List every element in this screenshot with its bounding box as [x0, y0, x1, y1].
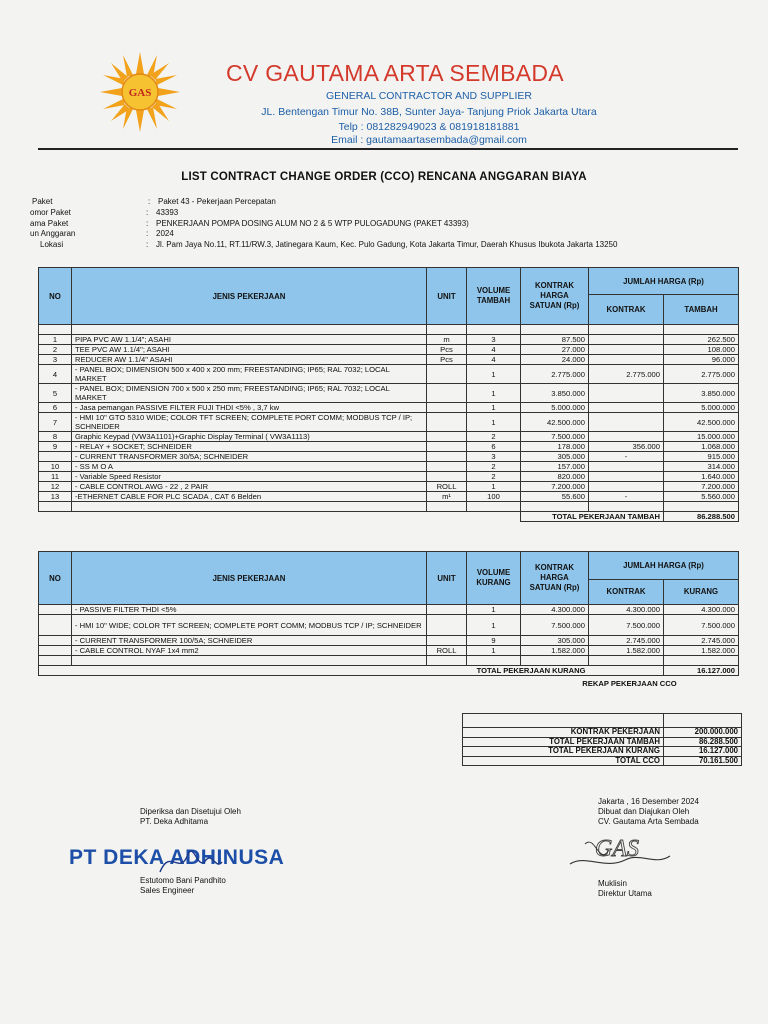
cell-harga: 305.000 — [521, 452, 589, 462]
table-row — [39, 345, 739, 355]
col-header-kontrak: KONTRAK — [589, 579, 664, 604]
table-row — [39, 413, 739, 432]
approver-title: Sales Engineer — [140, 886, 195, 895]
cell-jenis: - Variable Speed Resistor — [72, 472, 427, 482]
submitter-caption: Dibuat dan Diajukan Oleh — [598, 807, 690, 816]
info-row: Lokasi : Jl. Pam Jaya No.11, RT.11/RW.3, Jatinegara Kaum, Kec. Pulo Gadung, Kota Jakarta Timur, Daerah Khusus Ibukota Jakarta 13250 — [30, 240, 617, 251]
info-label: Paket — [32, 197, 53, 206]
cell-harga: 42.500.000 — [521, 413, 589, 432]
info-label: ama Paket — [30, 218, 69, 228]
col-header-unit: UNIT — [427, 552, 467, 605]
cell-jenis: PIPA PVC AW 1.1/4"; ASAHI — [72, 335, 427, 345]
total-row — [39, 666, 739, 676]
table-pekerjaan-tambah — [38, 267, 739, 522]
table-row — [39, 646, 739, 656]
col-header-harga: KONTRAK HARGA SATUAN (Rp) — [521, 552, 589, 605]
cell-unit — [427, 452, 467, 462]
spacer-row — [39, 502, 739, 512]
cell-jenis: - CURRENT TRANSFORMER 100/5A; SCHNEIDER — [72, 636, 427, 646]
cell-harga: 5.000.000 — [521, 403, 589, 413]
table-row — [39, 636, 739, 646]
cell-unit: m — [427, 335, 467, 345]
approver-company: PT. Deka Adhitama — [140, 817, 209, 826]
cell-tambah: 915.000 — [664, 452, 739, 462]
cell-kontrak — [589, 345, 664, 355]
cell-jenis: TEE PVC AW 1.1/4"; ASAHI — [72, 345, 427, 355]
cell-jenis: -ETHERNET CABLE FOR PLC SCADA , CAT 6 Belden — [72, 492, 427, 502]
col-header-jenis: JENIS PEKERJAAN — [72, 268, 427, 325]
rekap-title: REKAP PEKERJAAN CCO — [582, 678, 677, 688]
cell-no: 12 — [39, 482, 72, 492]
info-row: ama Paket : PENKERJAAN POMPA DOSING ALUM NO 2 & 5 WTP PULOGADUNG (PAKET 43393) — [30, 218, 469, 228]
signature-left-footer — [140, 876, 226, 896]
rekap-label: TOTAL PEKERJAAN TAMBAH — [463, 737, 664, 747]
table-rekap-cco — [462, 713, 742, 766]
svg-text:GAS: GAS — [595, 836, 639, 862]
cell-kontrak — [589, 335, 664, 345]
table-pekerjaan-kurang — [38, 551, 739, 690]
cell-harga: 157.000 — [521, 462, 589, 472]
spacer-row — [39, 325, 739, 335]
approver-caption: Diperiksa dan Disetujui Oleh — [140, 807, 241, 816]
cell-jenis: - SS M O A — [72, 462, 427, 472]
total-label: TOTAL PEKERJAAN KURANG — [39, 666, 589, 676]
table-row — [39, 384, 739, 403]
cell-kontrak: - — [589, 492, 664, 502]
cell-volume: 2 — [467, 462, 521, 472]
cell-harga: 305.000 — [521, 636, 589, 646]
company-address: JL. Bentengan Timur No. 38B, Sunter Jaya- Tanjung Priok Jakarta Utara — [261, 106, 597, 118]
submitter-title: Direktur Utama — [598, 889, 652, 898]
cell-tambah: 5.560.000 — [664, 492, 739, 502]
rekap-value: 200.000.000 — [664, 728, 742, 738]
cell-tambah: 1.640.000 — [664, 472, 739, 482]
cell-harga: 178.000 — [521, 442, 589, 452]
cell-volume: 3 — [467, 452, 521, 462]
table-row — [39, 615, 739, 636]
cell-jenis: - PANEL BOX; DIMENSION 500 x 400 x 200 mm; FREESTANDING; IP65; RAL 7032; LOCAL MARKET — [72, 365, 427, 384]
cell-harga: 27.000 — [521, 345, 589, 355]
cell-tambah: 3.850.000 — [664, 384, 739, 403]
cell-kontrak — [589, 413, 664, 432]
col-header-no: NO — [39, 552, 72, 605]
signature-right-header — [598, 797, 699, 827]
cell-volume: 1 — [467, 365, 521, 384]
table-row — [39, 452, 739, 462]
cell-no — [39, 646, 72, 656]
cell-volume: 1 — [467, 403, 521, 413]
cell-kontrak: 1.582.000 — [589, 646, 664, 656]
cell-kurang: 2.745.000 — [664, 636, 739, 646]
col-header-no: NO — [39, 268, 72, 325]
cell-jenis: - CABLE CONTROL AWG - 22 , 2 PAIR — [72, 482, 427, 492]
cell-volume: 6 — [467, 442, 521, 452]
cell-no — [39, 452, 72, 462]
rekap-title-row — [39, 676, 739, 691]
cell-no: 5 — [39, 384, 72, 403]
col-header-jenis: JENIS PEKERJAAN — [72, 552, 427, 605]
rekap-value: 16.127.000 — [664, 747, 742, 757]
cell-kontrak: 356.000 — [589, 442, 664, 452]
submitter-company: CV. Gautama Arta Sembada — [598, 817, 699, 826]
table-row — [39, 482, 739, 492]
cell-harga: 55.600 — [521, 492, 589, 502]
cell-volume: 4 — [467, 355, 521, 365]
cell-unit — [427, 365, 467, 384]
cell-kontrak — [589, 482, 664, 492]
rekap-row — [463, 728, 742, 738]
cell-jenis: - HMI 10" GTO 5310 WIDE; COLOR TFT SCREEN; COMPLETE PORT COMM; MODBUS TCP / IP; SCHNEIDER — [72, 413, 427, 432]
col-header-kurang: KURANG — [664, 579, 739, 604]
cell-tambah: 7.200.000 — [664, 482, 739, 492]
info-value: Jl. Pam Jaya No.11, RT.11/RW.3, Jatinegara Kaum, Kec. Pulo Gadung, Kota Jakarta Timur, Daerah Khusus Ibukota Jakarta 13250 — [156, 240, 618, 250]
cell-tambah: 5.000.000 — [664, 403, 739, 413]
cell-volume: 1 — [467, 413, 521, 432]
cell-no: 7 — [39, 413, 72, 432]
cell-harga: 4.300.000 — [521, 605, 589, 615]
rekap-value: 86.288.500 — [664, 737, 742, 747]
cell-volume: 4 — [467, 345, 521, 355]
cell-volume: 1 — [467, 605, 521, 615]
cell-jenis: - PANEL BOX; DIMENSION 700 x 500 x 250 mm; FREESTANDING; IP65; RAL 7032; LOCAL MARKET — [72, 384, 427, 403]
cell-unit — [427, 615, 467, 636]
cell-unit — [427, 605, 467, 615]
cell-unit — [427, 413, 467, 432]
cell-harga: 7.200.000 — [521, 482, 589, 492]
cell-no: 2 — [39, 345, 72, 355]
info-value: Paket 43 - Pekerjaan Percepatan — [158, 197, 276, 206]
cell-jenis: - PASSIVE FILTER THDI <5% — [72, 605, 427, 615]
table-row — [39, 442, 739, 452]
submitter-date: Jakarta , 16 Desember 2024 — [598, 797, 699, 806]
cell-tambah: 1.068.000 — [664, 442, 739, 452]
cell-kontrak: 2.775.000 — [589, 365, 664, 384]
table-row — [39, 492, 739, 502]
cell-no — [39, 605, 72, 615]
cell-kontrak — [589, 472, 664, 482]
table-row — [39, 472, 739, 482]
cell-kontrak — [589, 462, 664, 472]
cell-unit — [427, 462, 467, 472]
info-value: 43393 — [156, 207, 179, 217]
company-name: CV GAUTAMA ARTA SEMBADA — [226, 60, 564, 86]
info-row: un Anggaran : 2024 — [30, 229, 174, 239]
table-row — [39, 432, 739, 442]
col-header-harga: KONTRAK HARGA SATUAN (Rp) — [521, 268, 589, 325]
table-row — [39, 365, 739, 384]
cell-unit: Pcs — [427, 345, 467, 355]
cell-volume: 2 — [467, 432, 521, 442]
cell-tambah: 42.500.000 — [664, 413, 739, 432]
cell-volume: 1 — [467, 384, 521, 403]
table-row — [39, 355, 739, 365]
cell-no: 6 — [39, 403, 72, 413]
cell-harga: 1.582.000 — [521, 646, 589, 656]
approver-name: Estutomo Bani Pandhito — [140, 876, 226, 885]
col-header-unit: UNIT — [427, 268, 467, 325]
cell-tambah: 314.000 — [664, 462, 739, 472]
info-row: Paket : Paket 43 - Pekerjaan Percepatan — [32, 197, 276, 206]
cell-no: 11 — [39, 472, 72, 482]
rekap-label: TOTAL PEKERJAAN KURANG — [463, 747, 664, 757]
cell-kontrak — [589, 384, 664, 403]
company-email: Email : gautamaartasembada@gmail.com — [331, 134, 527, 146]
letterhead-divider — [38, 148, 738, 150]
col-header-volume: VOLUME TAMBAH — [467, 268, 521, 325]
cell-unit: ROLL — [427, 482, 467, 492]
col-header-jumlah: JUMLAH HARGA (Rp) — [589, 268, 739, 295]
rekap-spacer — [463, 714, 742, 728]
cell-kurang: 1.582.000 — [664, 646, 739, 656]
cell-unit: m¹ — [427, 492, 467, 502]
cell-jenis: - CURRENT TRANSFORMER 30/5A; SCHNEIDER — [72, 452, 427, 462]
cell-jenis: - Jasa pemangan PASSIVE FILTER FUJI THDI <5% , 3,7 kw — [72, 403, 427, 413]
cell-kontrak — [589, 403, 664, 413]
info-label: un Anggaran — [30, 229, 76, 239]
col-header-volume: VOLUME KURANG — [467, 552, 521, 605]
cell-tambah: 15.000.000 — [664, 432, 739, 442]
cell-unit — [427, 442, 467, 452]
cell-jenis: - CABLE CONTROL NYAF 1x4 mm2 — [72, 646, 427, 656]
cell-kontrak — [589, 432, 664, 442]
col-header-jumlah: JUMLAH HARGA (Rp) — [589, 552, 739, 580]
cell-kontrak: 7.500.000 — [589, 615, 664, 636]
total-value: 86.288.500 — [664, 512, 739, 522]
cell-tambah: 108.000 — [664, 345, 739, 355]
cell-harga: 24.000 — [521, 355, 589, 365]
rekap-row — [463, 756, 742, 766]
cell-no: 10 — [39, 462, 72, 472]
cell-no — [39, 615, 72, 636]
cell-harga: 2.775.000 — [521, 365, 589, 384]
cell-volume: 3 — [467, 335, 521, 345]
rekap-value: 70.161.500 — [664, 756, 742, 766]
cell-unit — [427, 432, 467, 442]
cell-kurang: 7.500.000 — [664, 615, 739, 636]
total-value: 16.127.000 — [664, 666, 739, 676]
info-value: 2024 — [156, 229, 174, 239]
total-label: TOTAL PEKERJAAN TAMBAH — [521, 512, 664, 522]
col-header-tambah: TAMBAH — [664, 295, 739, 325]
rekap-label: KONTRAK PEKERJAAN — [463, 728, 664, 738]
rekap-label: TOTAL CCO — [463, 756, 664, 766]
cell-volume: 100 — [467, 492, 521, 502]
cell-unit — [427, 384, 467, 403]
company-tagline: GENERAL CONTRACTOR AND SUPPLIER — [326, 90, 532, 102]
cell-kontrak: 2.745.000 — [589, 636, 664, 646]
cell-kontrak — [589, 355, 664, 365]
cell-volume: 2 — [467, 472, 521, 482]
cell-kurang: 4.300.000 — [664, 605, 739, 615]
cell-volume: 1 — [467, 482, 521, 492]
table-row — [39, 335, 739, 345]
info-label: omor Paket — [30, 207, 71, 217]
cell-jenis: - HMI 10" WIDE; COLOR TFT SCREEN; COMPLETE PORT COMM; MODBUS TCP / IP; SCHNEIDER — [72, 615, 427, 636]
col-header-kontrak: KONTRAK — [589, 295, 664, 325]
spacer-row — [39, 656, 739, 666]
cell-tambah: 96.000 — [664, 355, 739, 365]
cell-harga: 7.500.000 — [521, 432, 589, 442]
submitter-name: Muklisin — [598, 879, 627, 888]
cell-no: 3 — [39, 355, 72, 365]
cell-jenis: Graphic Keypad (VW3A1101)+Graphic Display Terminal ( VW3A1113) — [72, 432, 427, 442]
cell-unit: Pcs — [427, 355, 467, 365]
table-row — [39, 605, 739, 615]
cell-kontrak: 4.300.000 — [589, 605, 664, 615]
signature-left-header — [140, 807, 241, 827]
cell-harga: 820.000 — [521, 472, 589, 482]
cell-unit — [427, 636, 467, 646]
rekap-row — [463, 747, 742, 757]
cell-volume: 9 — [467, 636, 521, 646]
cell-tambah: 2.775.000 — [664, 365, 739, 384]
cell-unit: ROLL — [427, 646, 467, 656]
info-label: Lokasi — [40, 240, 64, 250]
document-title: LIST CONTRACT CHANGE ORDER (CCO) RENCANA ANGGARAN BIAYA — [181, 171, 587, 183]
cell-no: 4 — [39, 365, 72, 384]
submitter-stamp-signature — [565, 826, 675, 874]
cell-kontrak: - — [589, 452, 664, 462]
info-row: omor Paket : 43393 — [30, 207, 179, 217]
cell-no: 8 — [39, 432, 72, 442]
cell-tambah: 262.500 — [664, 335, 739, 345]
cell-no: 9 — [39, 442, 72, 452]
cell-harga: 7.500.000 — [521, 615, 589, 636]
cell-volume: 1 — [467, 615, 521, 636]
project-info — [30, 197, 617, 251]
cell-unit — [427, 403, 467, 413]
company-phone: Telp : 081282949023 & 081918181881 — [338, 121, 520, 133]
cell-harga: 87.500 — [521, 335, 589, 345]
total-row — [39, 512, 739, 522]
cell-no: 13 — [39, 492, 72, 502]
cell-jenis: REDUCER AW 1.1/4" ASAHI — [72, 355, 427, 365]
cell-no — [39, 636, 72, 646]
svg-text:GAS: GAS — [128, 87, 152, 99]
cell-harga: 3.850.000 — [521, 384, 589, 403]
info-value: PENKERJAAN POMPA DOSING ALUM NO 2 & 5 WTP PULOGADUNG (PAKET 43393) — [156, 218, 469, 228]
signature-right-footer — [598, 879, 652, 899]
cell-volume: 1 — [467, 646, 521, 656]
table-row — [39, 462, 739, 472]
table-row — [39, 403, 739, 413]
cell-unit — [427, 472, 467, 482]
approver-stamp: PT DEKA ADHINUSA — [69, 846, 285, 869]
cell-jenis: - RELAY + SOCKET; SCHNEIDER — [72, 442, 427, 452]
cell-no: 1 — [39, 335, 72, 345]
